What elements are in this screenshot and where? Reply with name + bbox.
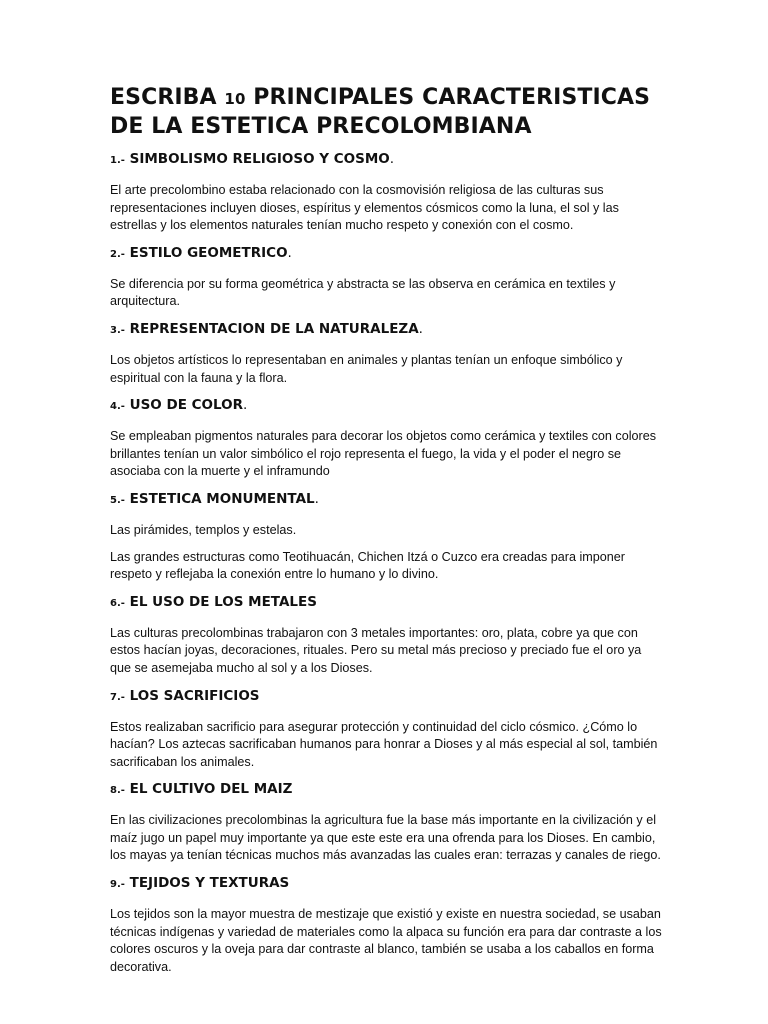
title-line2: DE LA ESTETICA PRECOLOMBIANA: [110, 114, 532, 139]
section-paragraph: Los objetos artísticos lo representaban en animales y plantas tenían un enfoque simbólico y espiritual con la fauna y la flora.: [110, 352, 623, 385]
document-title: [110, 84, 662, 140]
section-title-end: .: [287, 244, 292, 261]
section-heading: [110, 874, 662, 894]
section-heading: [110, 593, 662, 613]
section-title: ESTILO GEOMETRICO: [124, 244, 288, 261]
section-title: EL USO DE LOS METALES: [124, 593, 317, 610]
section-2: [110, 244, 662, 311]
section-heading: [110, 244, 662, 264]
section-title-end: .: [389, 151, 395, 167]
section-paragraph: Las pirámides, templos y estelas.: [110, 522, 297, 537]
section-number: 3.-: [110, 324, 125, 336]
section-title-end: .: [418, 320, 423, 337]
section-number: 5.-: [110, 494, 125, 506]
section-1: [110, 150, 662, 235]
section-number: 7.-: [110, 691, 125, 703]
section-8: [110, 780, 662, 865]
section-paragraph: Las culturas precolombinas trabajaron con 3 metales importantes: oro, plata, cobre ya que con estos hacían joyas, decoraciones, rituales. Pero su metal más precioso y preciado fue el oro ya que se asemejaba mucho al sol y a los Dioses.: [110, 625, 642, 675]
title-number: 10: [224, 90, 246, 108]
title-rest: PRINCIPALES CARACTERISTICAS: [245, 85, 651, 110]
section-number: 4.-: [110, 401, 125, 413]
section-title: REPRESENTACION DE LA NATURALEZA: [124, 320, 419, 337]
document-page: [110, 84, 662, 985]
section-heading: [110, 150, 662, 170]
section-heading: [110, 687, 662, 707]
section-3: [110, 320, 662, 387]
section-paragraph: En las civilizaciones precolombinas la agricultura fue la base más importante en la civilización y el maíz jugo un papel muy importante ya que este este era una ofrenda para los Dioses. En cambio, los mayas ya tenían técnicas muchos más avanzadas las cuales eran: terrazas y canales de riego.: [110, 813, 661, 863]
section-paragraph: Las grandes estructuras como Teotihuacán, Chichen Itzá o Cuzco era creadas para imponer respeto y reflejaba la conexión entre lo humano y lo divino.: [110, 549, 625, 582]
section-heading: [110, 396, 662, 416]
section-paragraph: Se empleaban pigmentos naturales para decorar los objetos como cerámica y textiles con colores brillantes tenían un valor simbólico el rojo representa el fuego, la vida y el poder el negro se asociaba con la muerte y el inframundo: [110, 429, 657, 479]
section-heading: [110, 320, 662, 340]
section-paragraph: El arte precolombino estaba relacionado con la cosmovisión religiosa de las culturas sus representaciones incluyen dioses, espíritus y elementos cósmicos como la luna, el sol y las estrellas y los elementos naturales tenían mucho respeto y conexión con el cosmo.: [110, 183, 619, 233]
section-heading: [110, 490, 662, 510]
section-title: LOS SACRIFICIOS: [124, 687, 260, 704]
section-title-end: .: [314, 490, 319, 507]
section-number: 8.-: [110, 785, 125, 797]
section-paragraph: Estos realizaban sacrificio para asegurar protección y continuidad del ciclo cósmico. ¿Cómo lo hacían? Los aztecas sacrificaban humanos para honrar a Dioses y al más especial al sol, también sacrificaban los animales.: [110, 719, 658, 769]
sections: [110, 150, 662, 976]
section-title: TEJIDOS Y TEXTURAS: [124, 875, 290, 892]
section-4: [110, 396, 662, 481]
section-number: 9.-: [110, 879, 125, 891]
section-title: EL CULTIVO DEL MAIZ: [124, 781, 293, 798]
section-number: 6.-: [110, 597, 125, 609]
section-paragraph: Los tejidos son la mayor muestra de mestizaje que existió y existe en nuestra sociedad, se usaban técnicas indígenas y variedad de materiales como la alpaca su función era para dar contraste a los colores oscuros y la oveja para dar contraste al blanco, también se usaba a los caballos en forma decorativa.: [110, 907, 662, 974]
section-5: [110, 490, 662, 584]
section-title-end: .: [243, 397, 248, 414]
section-number: 1.-: [110, 155, 125, 166]
section-title: SIMBOLISMO RELIGIOSO Y COSMO: [124, 151, 390, 167]
section-9: [110, 874, 662, 976]
section-number: 2.-: [110, 248, 125, 260]
title-prefix: ESCRIBA: [110, 85, 225, 110]
section-heading: [110, 780, 662, 800]
section-title: ESTETICA MONUMENTAL: [124, 490, 315, 507]
section-title: USO DE COLOR: [124, 397, 243, 414]
section-6: [110, 593, 662, 678]
section-paragraph: Se diferencia por su forma geométrica y abstracta se las observa en cerámica en textiles y arquitectura.: [110, 276, 616, 309]
section-7: [110, 687, 662, 772]
